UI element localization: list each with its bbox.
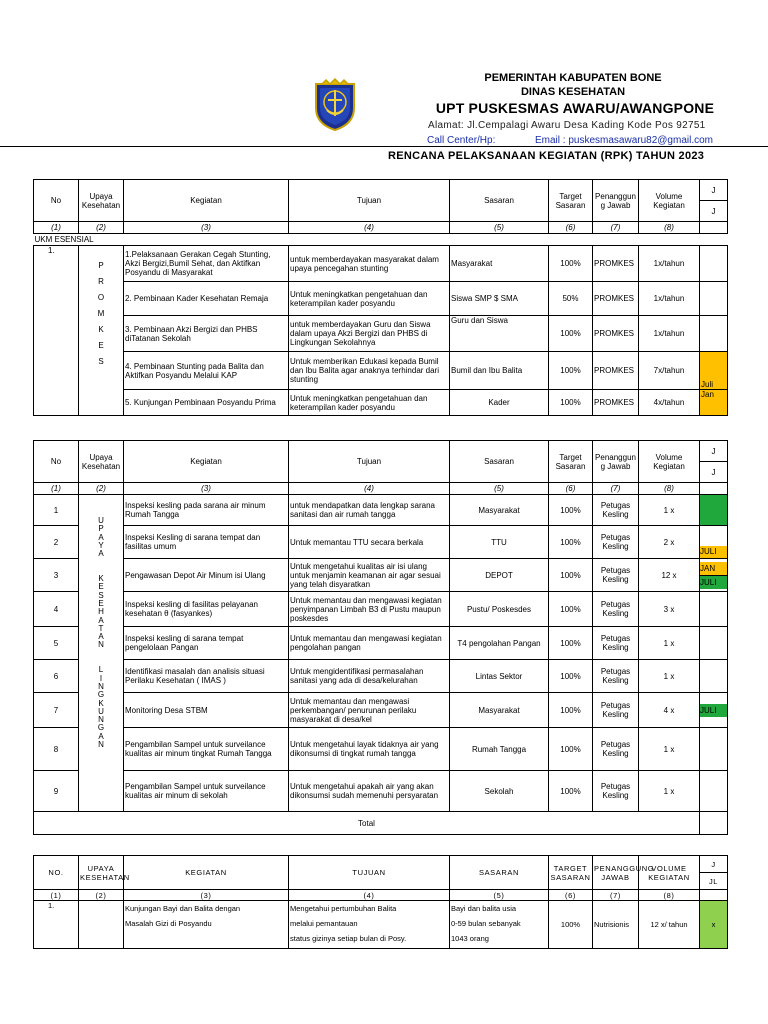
row-no: 8 <box>34 728 79 771</box>
upaya-cell <box>79 901 124 949</box>
sasaran-cell: Masyarakat <box>450 693 549 728</box>
volume-cell: 1x/tahun <box>639 282 700 316</box>
col-month-sub: J <box>700 201 728 222</box>
colnum: (8) <box>639 483 700 495</box>
col-month: J <box>700 180 728 201</box>
row-no: 5 <box>34 627 79 660</box>
volume-cell: 1 x <box>639 660 700 693</box>
col-sasaran: Sasaran <box>450 180 549 222</box>
month-badge: JULI <box>700 576 727 589</box>
col-target: TARGET SASARAN <box>549 856 593 890</box>
tujuan-cell: Untuk memantau dan mengawasi perkembangan/ penurunan perilaku masyarakat di desa/kel <box>289 693 450 728</box>
pj-cell: Nutrisionis <box>593 901 639 949</box>
month-cell <box>700 660 728 693</box>
colnum: (5) <box>450 890 549 901</box>
row-no: 7 <box>34 693 79 728</box>
volume-cell: 1 x <box>639 771 700 812</box>
sasaran-cell: Kader <box>450 390 549 416</box>
colnum: (3) <box>124 222 289 234</box>
volume-cell: 1x/tahun <box>639 316 700 352</box>
colnum: (5) <box>450 222 549 234</box>
volume-cell: 12 x/ tahun <box>639 901 700 949</box>
tujuan-cell: Untuk memantau dan mengawasi kegiatan pengolahan pangan <box>289 627 450 660</box>
sasaran-line: 0-59 bulan sebanyak <box>451 919 521 928</box>
kegiatan-cell: 5. Kunjungan Pembinaan Posyandu Prima <box>124 390 289 416</box>
pj-cell: Petugas Kesling <box>593 592 639 627</box>
row-no: 3 <box>34 559 79 592</box>
kegiatan-cell: Inspeksi kesling pada sarana air minum Rumah Tangga <box>124 495 289 526</box>
col-penanggung-jawab: Penanggun g Jawab <box>593 441 639 483</box>
month-cell <box>700 728 728 771</box>
kegiatan-cell: 1.Pelaksanaan Gerakan Cegah Stunting, Akzi Bergizi,Bumil Sehat, dan Aktifkan Posyandu di Masyarakat <box>124 246 289 282</box>
col-sasaran: Sasaran <box>450 441 549 483</box>
upaya-promkes: P R O M K E S <box>79 246 124 416</box>
kegiatan-cell <box>124 901 289 949</box>
colnum: (6) <box>549 222 593 234</box>
tujuan-cell: untuk memberdayakan Guru dan Siswa dalam upaya Akzi Bergizi dan PHBS di Lingkungan Sekolahnya <box>289 316 450 352</box>
col-no: No <box>34 441 79 483</box>
target-cell: 100% <box>549 627 593 660</box>
pj-cell: Petugas Kesling <box>593 728 639 771</box>
col-upaya: Upaya Kesehatan <box>79 441 124 483</box>
tujuan-cell: Untuk memberikan Edukasi kepada Bumil dan Ibu Balita agar anaknya terhindar dari stunting <box>289 352 450 390</box>
sasaran-cell: Sekolah <box>450 771 549 812</box>
colnum: (8) <box>639 890 700 901</box>
header-government: PEMERINTAH KABUPATEN BONE <box>484 72 662 84</box>
pj-cell: Petugas Kesling <box>593 559 639 592</box>
col-no: NO. <box>34 856 79 890</box>
total-row: Total <box>34 812 700 835</box>
header-email[interactable]: Email : puskesmasawaru82@gmail.com <box>535 135 713 146</box>
row-no: 1. <box>34 246 79 416</box>
col-volume: VOLUME KEGIATAN <box>639 856 700 890</box>
target-cell: 100% <box>549 526 593 559</box>
kegiatan-cell: Pengawasan Depot Air Minum isi Ulang <box>124 559 289 592</box>
volume-cell: 7x/tahun <box>639 352 700 390</box>
target-cell: 100% <box>549 390 593 416</box>
volume-cell: 1 x <box>639 627 700 660</box>
col-month: J <box>700 856 728 873</box>
volume-cell: 1x/tahun <box>639 246 700 282</box>
sasaran-cell: Siswa SMP $ SMA <box>450 282 549 316</box>
tujuan-line: Mengetahui pertumbuhan Balita <box>290 904 397 913</box>
row-no: 9 <box>34 771 79 812</box>
letterhead <box>0 0 768 170</box>
kegiatan-cell: 4. Pembinaan Stunting pada Balita dan Aktifkan Posyandu Melalui KAP <box>124 352 289 390</box>
tujuan-line: status gizinya setiap bulan di Posy. <box>290 934 407 943</box>
tujuan-cell: Untuk mengetahui kualitas air isi ulang untuk menjamin keamanan air agar sesuai yang telah disyaratkan <box>289 559 450 592</box>
volume-cell: 4 x <box>639 693 700 728</box>
sasaran-cell: Lintas Sektor <box>450 660 549 693</box>
sasaran-cell <box>450 901 549 949</box>
col-tujuan: Tujuan <box>289 441 450 483</box>
kegiatan-line: Masalah Gizi di Posyandu <box>125 919 212 928</box>
pj-cell: PROMKES <box>593 282 639 316</box>
volume-cell: 2 x <box>639 526 700 559</box>
month-cell: x <box>700 901 728 949</box>
sasaran-line: Bayi dan balita usia <box>451 904 517 913</box>
colnum-empty <box>700 222 728 234</box>
col-penanggung-jawab: Penanggun g Jawab <box>593 180 639 222</box>
tujuan-cell: untuk mendapatkan data lengkap sarana sanitasi dan air rumah tangga <box>289 495 450 526</box>
header-title: UPT PUSKESMAS AWARU/AWANGPONE <box>435 100 715 116</box>
target-cell: 100% <box>549 352 593 390</box>
col-kegiatan: Kegiatan <box>124 180 289 222</box>
col-month-sub: JL <box>700 873 728 890</box>
volume-cell: 1 x <box>639 495 700 526</box>
volume-cell: 1 x <box>639 728 700 771</box>
sasaran-line: 1043 orang <box>451 934 489 943</box>
tujuan-cell: Untuk memantau TTU secara berkala <box>289 526 450 559</box>
sasaran-cell: Guru dan Siswa <box>450 316 549 352</box>
kegiatan-cell: Pengambilan Sampel untuk surveilance kualitas air minum tingkat Rumah Tangga <box>124 728 289 771</box>
row-no: 1 <box>34 495 79 526</box>
colnum: (3) <box>124 483 289 495</box>
col-target: Target Sasaran <box>549 441 593 483</box>
pj-cell: PROMKES <box>593 246 639 282</box>
col-month: J <box>700 441 728 462</box>
month-cell: Jan <box>700 390 728 416</box>
month-cell <box>700 495 728 526</box>
row-no: 2 <box>34 526 79 559</box>
section-label: UKM ESENSIAL <box>34 234 728 246</box>
kegiatan-cell: Inspeksi kesling di fasilitas pelayanan kesehatan θ (fasyankes) <box>124 592 289 627</box>
colnum: (3) <box>124 890 289 901</box>
pj-cell: Petugas Kesling <box>593 771 639 812</box>
tujuan-cell <box>289 901 450 949</box>
month-badge: JULI <box>700 704 727 717</box>
target-cell: 100% <box>549 660 593 693</box>
colnum: (1) <box>34 890 79 901</box>
row-no: 1. <box>34 901 79 949</box>
col-month-sub: J <box>700 462 728 483</box>
tujuan-cell: Untuk meningkatkan pengetahuan dan keterampilan kader posyandu <box>289 282 450 316</box>
col-no: No <box>34 180 79 222</box>
colnum-empty <box>700 483 728 495</box>
pj-cell: PROMKES <box>593 352 639 390</box>
tujuan-cell: Untuk mengetahui apakah air yang akan dikonsumsi sudah memenuhi persyaratan <box>289 771 450 812</box>
target-cell: 100% <box>549 771 593 812</box>
month-cell <box>700 316 728 352</box>
colnum: (2) <box>79 222 124 234</box>
total-month-cell <box>700 812 728 835</box>
colnum: (2) <box>79 890 124 901</box>
tujuan-line: melalui pemantauan <box>290 919 358 928</box>
pj-cell: Petugas Kesling <box>593 627 639 660</box>
colnum: (4) <box>289 483 450 495</box>
bone-regency-emblem-icon <box>312 78 358 132</box>
row-no: 4 <box>34 592 79 627</box>
pj-cell: PROMKES <box>593 316 639 352</box>
kegiatan-cell: Pengambilan Sampel untuk surveilance kualitas air minum di sekolah <box>124 771 289 812</box>
col-target: Target Sasaran <box>549 180 593 222</box>
month-cell <box>700 627 728 660</box>
colnum-empty <box>700 890 728 901</box>
pj-cell: Petugas Kesling <box>593 495 639 526</box>
sasaran-cell: DEPOT <box>450 559 549 592</box>
colnum: (8) <box>639 222 700 234</box>
month-badge: JULI <box>700 546 727 558</box>
kegiatan-cell: Monitoring Desa STBM <box>124 693 289 728</box>
header-department: DINAS KESEHATAN <box>520 86 626 98</box>
colnum: (4) <box>289 222 450 234</box>
month-badge: JAN <box>700 562 727 576</box>
colnum: (6) <box>549 483 593 495</box>
target-cell: 100% <box>549 246 593 282</box>
kegiatan-cell: Inspeksi kesling di sarana tempat pengelolaan Pangan <box>124 627 289 660</box>
colnum: (5) <box>450 483 549 495</box>
document-title: RENCANA PELAKSANAAN KEGIATAN (RPK) TAHUN 2023 <box>388 150 705 162</box>
kegiatan-cell: 2. Pembinaan Kader Kesehatan Remaja <box>124 282 289 316</box>
target-cell: 100% <box>549 901 593 949</box>
colnum: (1) <box>34 222 79 234</box>
tujuan-cell: Untuk mengidentifikasi permasalahan sanitasi yang ada di desa/kelurahan <box>289 660 450 693</box>
colnum: (1) <box>34 483 79 495</box>
month-cell <box>700 693 728 728</box>
col-penanggung-jawab: PENANGGUNG JAWAB <box>593 856 639 890</box>
kegiatan-cell: Identifikasi masalah dan analisis situasi Perilaku Kesehatan ( IMAS ) <box>124 660 289 693</box>
volume-cell: 3 x <box>639 592 700 627</box>
month-cell <box>700 592 728 627</box>
col-volume: Volume Kegiatan <box>639 441 700 483</box>
sasaran-cell: Masyarakat <box>450 246 549 282</box>
colnum: (7) <box>593 890 639 901</box>
pj-cell: PROMKES <box>593 390 639 416</box>
pj-cell: Petugas Kesling <box>593 526 639 559</box>
kegiatan-cell: 3. Pembinaan Akzi Bergizi dan PHBS diTatanan Sekolah <box>124 316 289 352</box>
month-cell <box>700 559 728 592</box>
target-cell: 100% <box>549 728 593 771</box>
tujuan-cell: Untuk mengetahui layak tidaknya air yang dikonsumsi di tingkat rumah tangga <box>289 728 450 771</box>
target-cell: 100% <box>549 592 593 627</box>
month-cell <box>700 771 728 812</box>
colnum: (4) <box>289 890 450 901</box>
target-cell: 100% <box>549 693 593 728</box>
pj-cell: Petugas Kesling <box>593 660 639 693</box>
sasaran-cell: T4 pengolahan Pangan <box>450 627 549 660</box>
pj-cell: Petugas Kesling <box>593 693 639 728</box>
volume-cell: 4x/tahun <box>639 390 700 416</box>
target-cell: 100% <box>549 495 593 526</box>
rpk-table-promkes <box>33 179 728 416</box>
month-cell <box>700 246 728 282</box>
col-upaya: UPAYA KESEHATAN <box>79 856 124 890</box>
rpk-table-gizi <box>33 855 728 949</box>
col-upaya: Upaya Kesehatan <box>79 180 124 222</box>
upaya-kesling <box>79 495 124 812</box>
header-divider <box>0 146 768 147</box>
sasaran-cell: Masyarakat <box>450 495 549 526</box>
upaya-kesling-label: U P A Y A K E S E H A T A N L I N G K U N G A N <box>97 516 105 750</box>
month-cell <box>700 282 728 316</box>
header-address: Alamat: Jl.Cempalagi Awaru Desa Kading Kode Pos 92751 <box>428 120 706 131</box>
sasaran-cell: TTU <box>450 526 549 559</box>
header-call-center: Call Center/Hp: <box>427 135 496 146</box>
volume-cell: 12 x <box>639 559 700 592</box>
month-cell: Juli <box>700 352 728 390</box>
tujuan-cell: untuk memberdayakan masyarakat dalam upaya pencegahan stunting <box>289 246 450 282</box>
colnum: (7) <box>593 222 639 234</box>
target-cell: 100% <box>549 316 593 352</box>
kegiatan-cell: Inspeksi Kesling di sarana tempat dan fasilitas umum <box>124 526 289 559</box>
tujuan-cell: Untuk meningkatkan pengetahuan dan keterampilan kader posyandu <box>289 390 450 416</box>
colnum: (2) <box>79 483 124 495</box>
col-sasaran: SASARAN <box>450 856 549 890</box>
target-cell: 50% <box>549 282 593 316</box>
sasaran-cell: Bumil dan Ibu Balita <box>450 352 549 390</box>
col-tujuan: Tujuan <box>289 180 450 222</box>
col-kegiatan: Kegiatan <box>124 441 289 483</box>
month-cell <box>700 526 728 559</box>
target-cell: 100% <box>549 559 593 592</box>
tujuan-cell: Untuk memantau dan mengawasi kegiatan penyimpanan Limbah B3 di Pustu maupun poskesdes <box>289 592 450 627</box>
kegiatan-line: Kunjungan Bayi dan Balita dengan <box>125 904 241 913</box>
col-kegiatan: KEGIATAN <box>124 856 289 890</box>
col-volume: Volume Kegiatan <box>639 180 700 222</box>
colnum: (7) <box>593 483 639 495</box>
rpk-table-kesling <box>33 440 728 835</box>
col-tujuan: TUJUAN <box>289 856 450 890</box>
colnum: (6) <box>549 890 593 901</box>
sasaran-cell: Pustu/ Poskesdes <box>450 592 549 627</box>
sasaran-cell: Rumah Tangga <box>450 728 549 771</box>
row-no: 6 <box>34 660 79 693</box>
